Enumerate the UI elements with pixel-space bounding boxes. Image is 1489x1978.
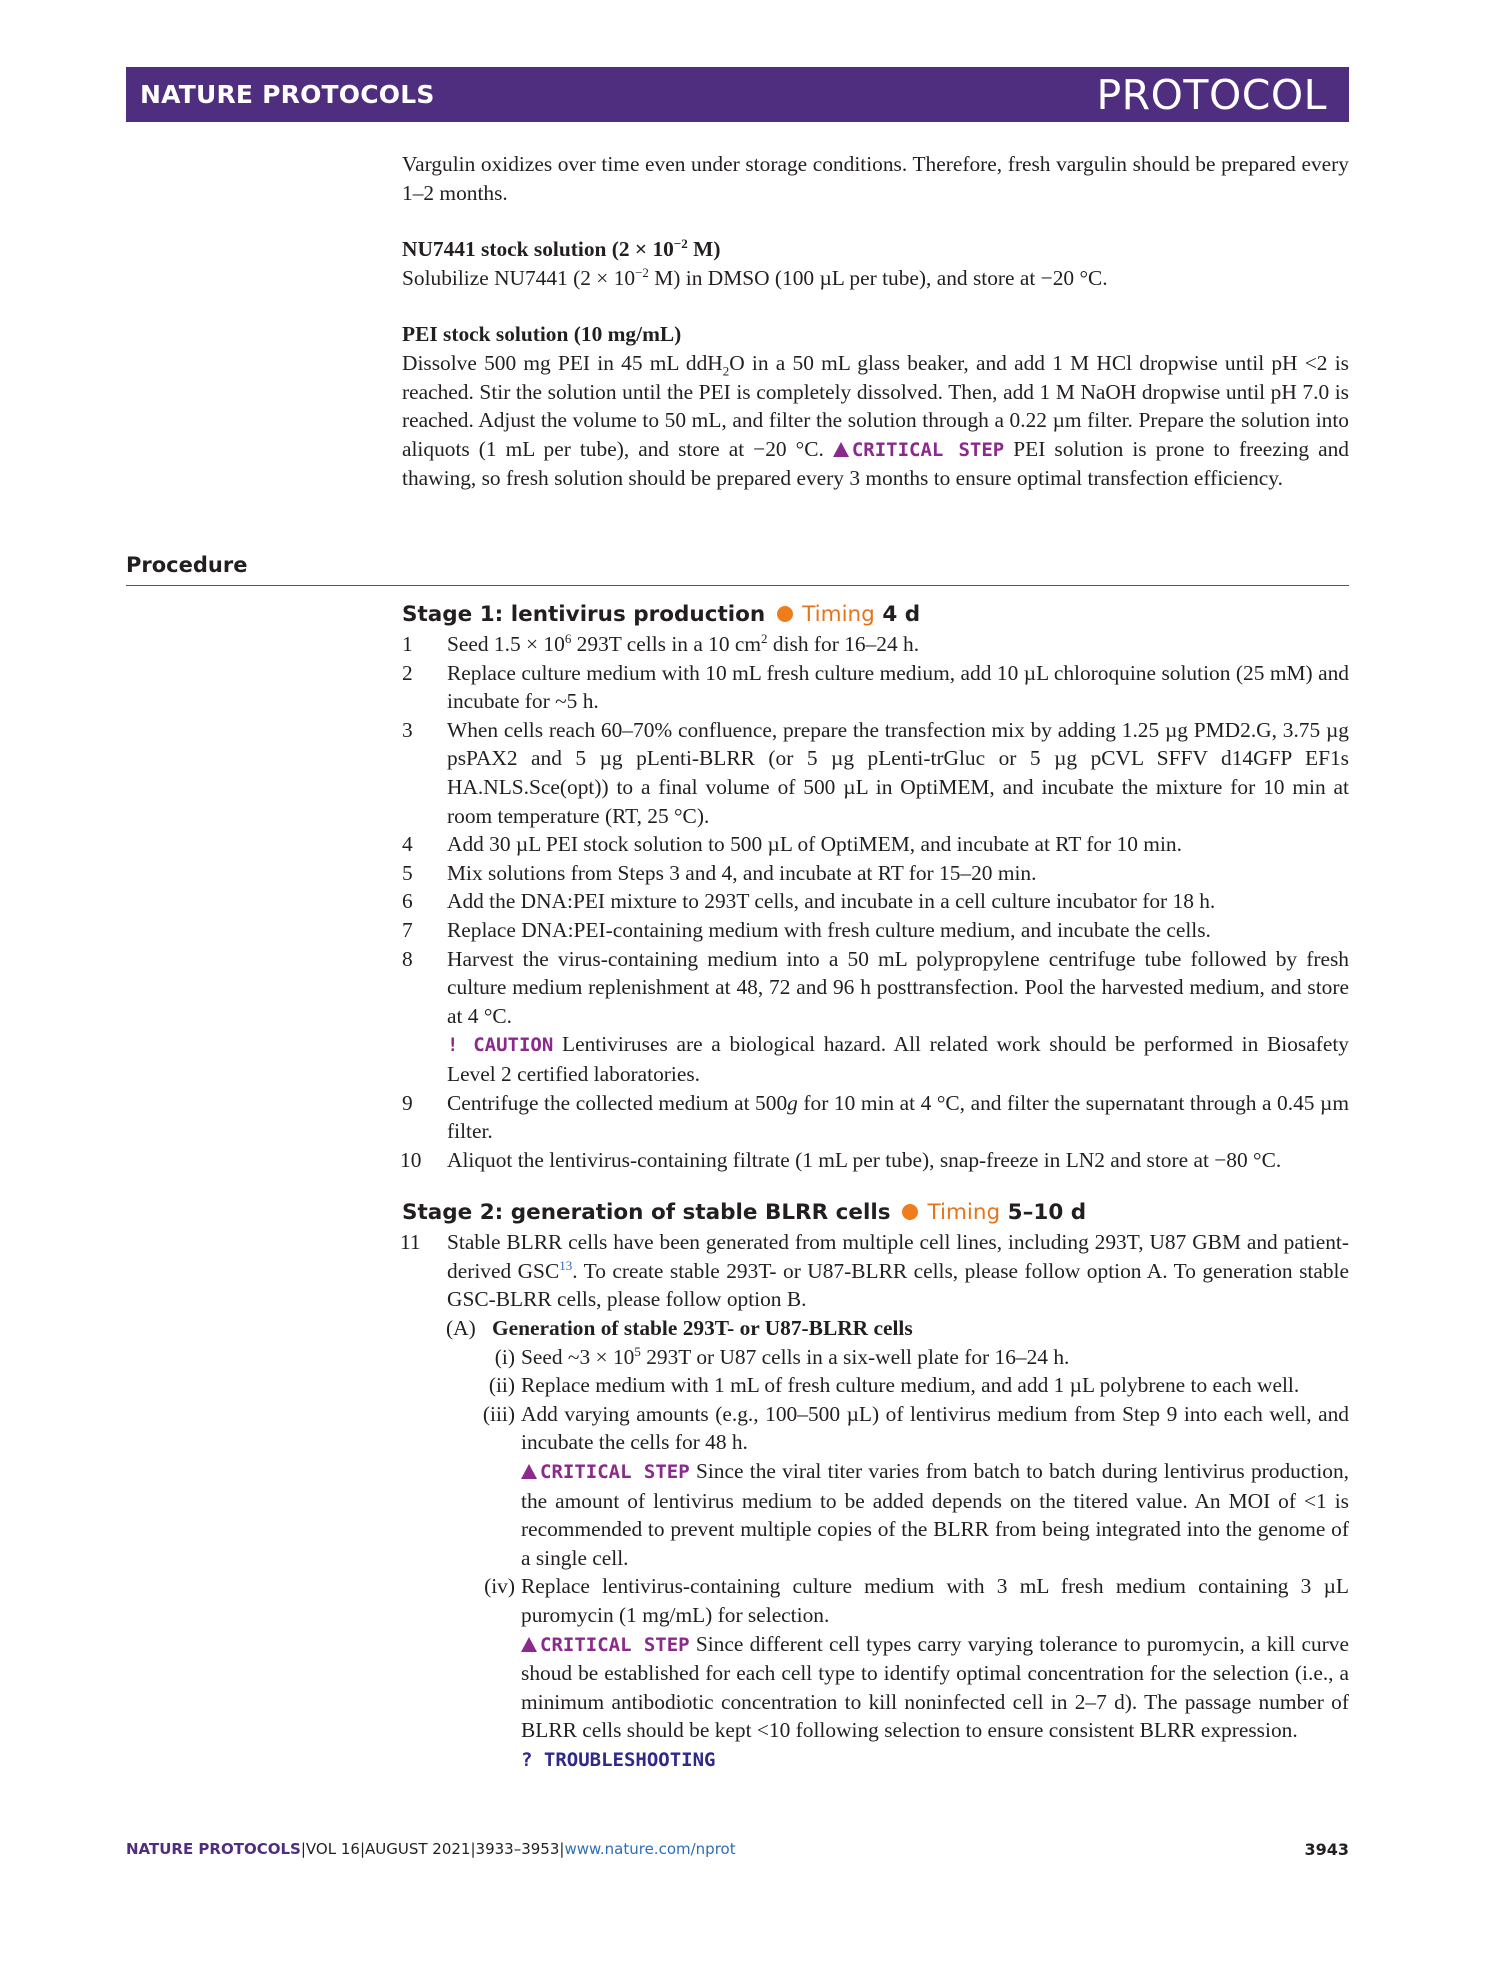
- step-item: 8 Harvest the virus-containing medium into a 50 mL polypropylene centrifuge tube followed by fresh culture medium replenishment at 48, 72 and 96 h posttransfection. Pool the harvested medium, and store at 4 °C. ! CAUTION Lentiviruses are a biological hazard. All related work should be performed in Biosafety Level 2 certified laboratories.: [402, 946, 1349, 1086]
- timing-dot-icon: [902, 1204, 918, 1220]
- timing-dot-icon: [777, 606, 793, 622]
- pei-title: PEI stock solution (10 mg/mL): [402, 322, 682, 347]
- stage2-heading: Stage 2: generation of stable BLRR cells Timing 5–10 d: [402, 1200, 1087, 1226]
- journal-name: NATURE PROTOCOLS: [140, 80, 435, 109]
- reagents-block: [402, 150, 1349, 493]
- step-item: 7 Replace DNA:PEI-containing medium with fresh culture medium, and incubate the cells.: [402, 917, 1211, 942]
- stage1-heading: Stage 1: lentivirus production Timing 4 d: [402, 602, 921, 627]
- section-divider: [126, 585, 1349, 586]
- critical-triangle-icon: [833, 442, 849, 457]
- step-item: 3 When cells reach 60–70% confluence, prepare the transfection mix by adding 1.25 µg PMD2.G, 3.75 µg psPAX2 and 5 µg pLenti-BLRR (or 5 µg pLenti-trGluc or 5 µg pCVL SFFV d14GFP EF1s HA.NLS.Sce(opt)) to a final volume of 500 µL in OptiMEM, and incubate the mixture for 10 min at room temperature (RT, 25 °C).: [402, 717, 1349, 828]
- step-item: 2 Replace culture medium with 10 mL fresh culture medium, add 10 µL chloroquine solution (25 mM) and incubate for ~5 h.: [402, 660, 1349, 714]
- substep-item: (ii) Replace medium with 1 mL of fresh culture medium, and add 1 µL polybrene to each well.: [488, 1373, 1300, 1398]
- step-item: 11 Stable BLRR cells have been generated from multiple cell lines, including 293T, U87 GBM and patient-derived GSC$^{13}$. To create stable 293T- or U87-BLRR cells, please follow option A. To generation stable GSC-BLRR cells, please follow option B.: [400, 1230, 1349, 1312]
- article-type: PROTOCOL: [1096, 71, 1327, 119]
- procedure-heading: Procedure: [126, 553, 248, 577]
- nu7441-title: NU7441 stock solution ($2 \times 10^{-2}$ M): [402, 236, 721, 262]
- critical-triangle-icon: [521, 1637, 537, 1652]
- header-banner: [126, 67, 1349, 122]
- step-item: 5 Mix solutions from Steps 3 and 4, and incubate at RT for 15–20 min.: [402, 860, 1037, 885]
- critical-step-label: CRITICAL STEP: [521, 1461, 690, 1483]
- option-a-heading: (A) Generation of stable 293T- or U87-BLRR cells: [446, 1316, 913, 1341]
- substep-item: (iv) Replace lentivirus-containing culture medium with 3 mL fresh medium containing 3 µL puromycin (1 mg/mL) for selection. CRITICAL STEP Since different cell types carry varying tolerance to puromycin, a kill curve shoud be established for each cell type to identify optimal concentration for the selection (i.e., a minimum antibodiotic concentration to kill noninfected cell in 2–7 d). The passage number of BLRR cells should be kept <10 following selection to ensure consistent BLRR expression. ? TROUBLESHOOTING: [484, 1574, 1349, 1771]
- step-item: 6 Add the DNA:PEI mixture to 293T cells, and incubate in a cell culture incubator for 18 h.: [402, 889, 1216, 914]
- page-number: 3943: [1304, 1840, 1349, 1859]
- step-item: 10 Aliquot the lentivirus-containing filtrate (1 mL per tube), snap-freeze in LN2 and store at −80 °C.: [400, 1147, 1282, 1172]
- page-footer: NATURE PROTOCOLS|VOL 16|AUGUST 2021|3933–3953|www.nature.com/nprot 3943: [126, 1840, 1349, 1859]
- step-item: 4 Add 30 µL PEI stock solution to 500 µL of OptiMEM, and incubate at RT for 10 min.: [402, 832, 1182, 857]
- nu7441-text: Solubilize NU7441 ($2 \times 10^{-2}$ M) in DMSO (100 µL per tube), and store at −20 °C.: [402, 264, 1108, 290]
- footer-journal: NATURE PROTOCOLS: [126, 1840, 301, 1858]
- procedure-block: [402, 600, 1349, 1775]
- substep-item: (iii) Add varying amounts (e.g., 100–500 µL) of lentivirus medium from Step 9 into each well, and incubate the cells for 48 h. CRITICAL STEP Since the viral titer varies from batch to batch during lentivirus production, the amount of lentivirus medium to be added depends on the titered value. An MOI of <1 is recommended to prevent multiple copies of the BLRR from being integrated into the genome of a single cell.: [482, 1401, 1349, 1570]
- step-item: 1 Seed $1.5 \times 10^6$ 293T cells in a 10 $cm^2$ dish for 16–24 h.: [402, 630, 920, 656]
- step-item: 9 Centrifuge the collected medium at 500g for 10 min at 4 °C, and filter the supernatant through a 0.45 µm filter.: [402, 1090, 1349, 1144]
- caution-label: ! CAUTION: [447, 1034, 554, 1057]
- pei-text: Dissolve 500 mg PEI in 45 mL ddH$_2$O in a 50 mL glass beaker, and add 1 M HCl dropwise until pH <2 is reached. Stir the solution until the PEI is completely dissolved. Then, add 1 M NaOH dropwise until pH 7.0 is reached. Adjust the volume to 50 mL, and filter the solution through a 0.22 µm filter. Prepare the solution into aliquots (1 mL per tube), and store at −20 °C. CRITICAL STEP PEI solution is prone to freezing and thawing, so fresh solution should be prepared every 3 months to ensure optimal transfection efficiency.: [402, 350, 1349, 491]
- critical-step-label: CRITICAL STEP: [521, 1634, 690, 1656]
- journal-url-link[interactable]: www.nature.com/nprot: [564, 1840, 736, 1858]
- critical-step-label: CRITICAL STEP: [833, 439, 1004, 461]
- vargulin-note: Vargulin oxidizes over time even under storage conditions. Therefore, fresh vargulin should be prepared every 1–2 months.: [402, 152, 1349, 205]
- substep-item: (i) Seed ~3 × $10^5$ 293T or U87 cells in a six-well plate for 16–24 h.: [494, 1343, 1070, 1369]
- reference-link[interactable]: 13: [559, 1257, 573, 1273]
- critical-triangle-icon: [521, 1464, 537, 1479]
- troubleshooting-link[interactable]: ? TROUBLESHOOTING: [521, 1748, 716, 1771]
